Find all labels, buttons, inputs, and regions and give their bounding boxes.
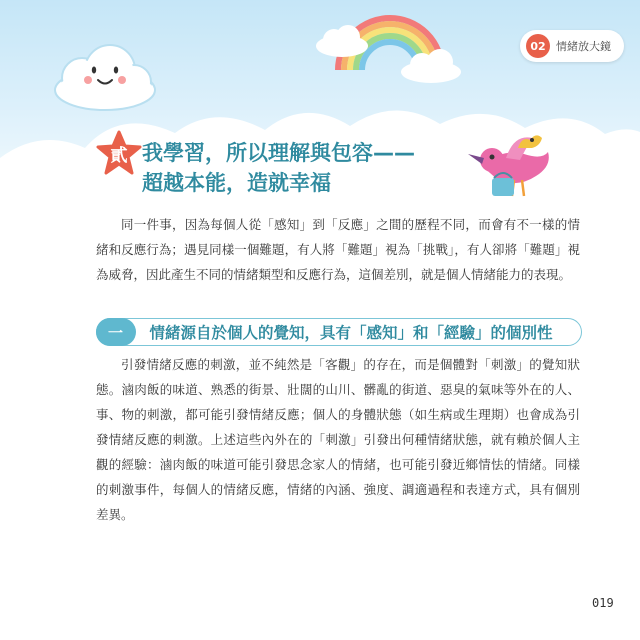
small-cloud-right — [398, 46, 464, 84]
chapter-badge — [520, 30, 624, 62]
small-cloud-left — [312, 22, 372, 58]
section-badge-char: 貳 — [110, 145, 128, 166]
body-paragraph: 引發情緒反應的刺激，並不純然是「客觀」的存在，而是個體對「刺激」的覺知狀態。滷肉飯的味道、熟悉的街景、壯闊的山川、髒亂的街道、惡臭的氣味等外在的人、事、物的刺激，都可能引發情緒反應；個人的身體狀態（如生病或生理期）也會成為引發情緒反應的刺激。上述這些內外在的「刺激」引發出何種情緒狀態，就有賴於個人主觀的經驗：滷肉飯的味道可能引發思念家人的情緒，也可能引發近鄉情怯的情緒。同樣的刺激事件，每個人的情緒反應，情緒的內涵、強度、調適過程和表達方式，具有個別差異。 — [96, 357, 580, 522]
intro-paragraph: 同一件事，因為每個人從「感知」到「反應」之間的歷程不同，而會有不一樣的情緒和反應行為；遇見同樣一個難題，有人將「難題」視為「挑戰」，有人卻將「難題」視為威脅，因此產生不同的情緒類型和反應行為，這個差別，就是個人情緒能力的表現。 — [96, 217, 580, 282]
section-title-line2: 超越本能，造就幸福 — [142, 171, 331, 195]
pink-bird-illustration — [462, 118, 562, 208]
chapter-title: 情緒放大鏡 — [556, 40, 611, 53]
subsection-heading — [96, 318, 582, 346]
chapter-number: 02 — [526, 34, 550, 58]
section-title — [142, 138, 415, 198]
subsection-number: 一 — [96, 318, 136, 346]
subsection-title: 情緒源自於個人的覺知，具有「感知」和「經驗」的個別性 — [149, 324, 553, 342]
page-number: 019 — [592, 596, 614, 610]
section-title-line1: 我學習，所以理解與包容—— — [142, 141, 415, 165]
